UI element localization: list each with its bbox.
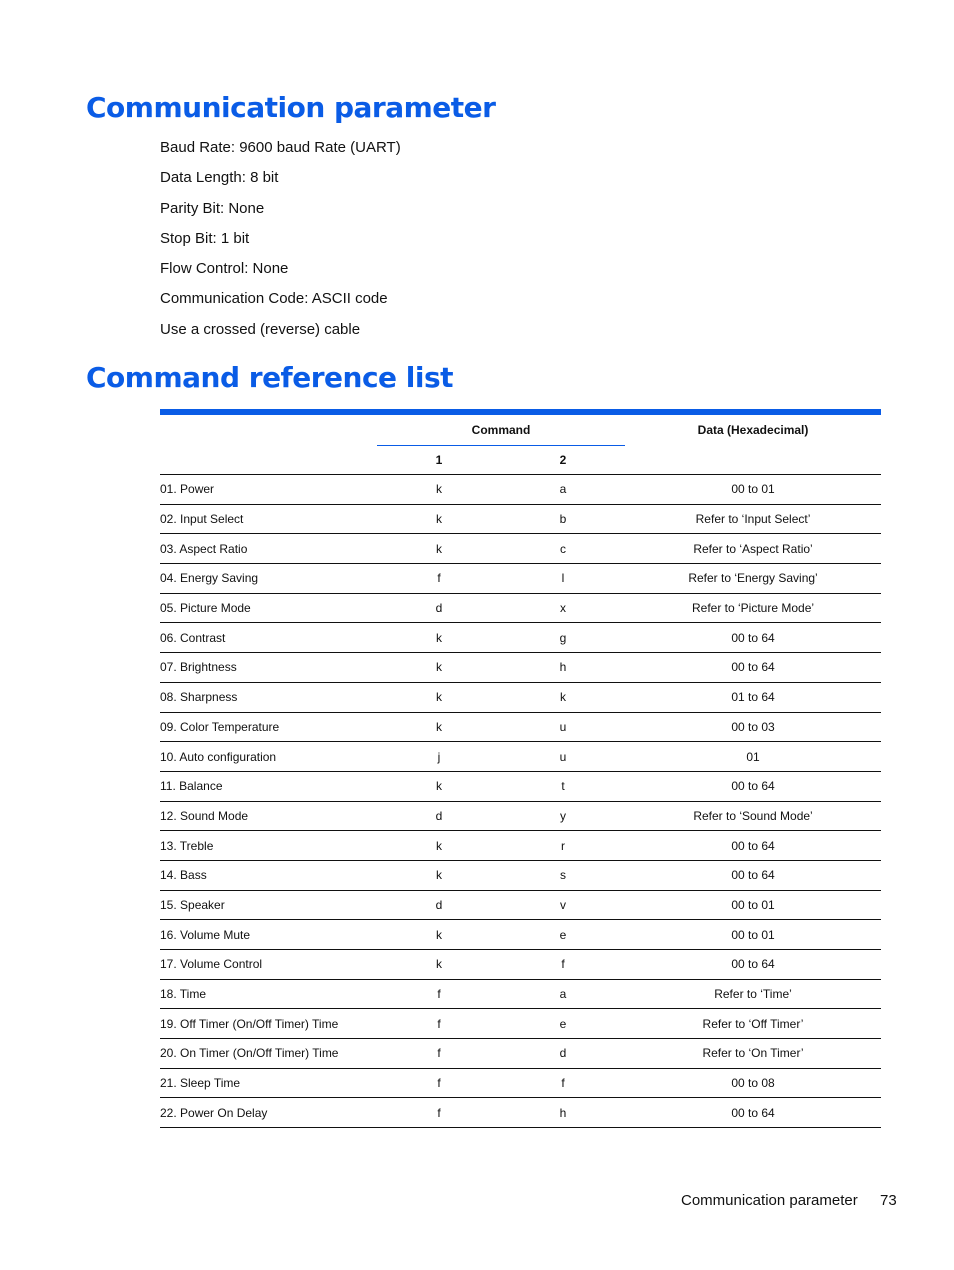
- table-row: [160, 860, 881, 890]
- table-row: [160, 1098, 881, 1128]
- cell-name: 13. Treble: [160, 831, 377, 861]
- cell-data: 00 to 01: [625, 475, 881, 505]
- cell-command-2: a: [501, 475, 625, 505]
- subheader-empty: [625, 446, 881, 475]
- param-item: Data Length: 8 bit: [160, 169, 279, 187]
- cell-data: 00 to 64: [625, 860, 881, 890]
- cell-data: Refer to ‘On Timer’: [625, 1039, 881, 1069]
- cell-name: 01. Power: [160, 475, 377, 505]
- cell-command-2: c: [501, 534, 625, 564]
- cell-data: Refer to ‘Time’: [625, 979, 881, 1009]
- cell-name: 02. Input Select: [160, 504, 377, 534]
- cell-command-2: u: [501, 712, 625, 742]
- cell-data: 01 to 64: [625, 682, 881, 712]
- footer-section-title: Communication parameter: [681, 1192, 858, 1209]
- cell-command-2: t: [501, 771, 625, 801]
- cell-command-1: k: [377, 475, 501, 505]
- header-data: Data (Hexadecimal): [697, 423, 809, 438]
- cell-name: 22. Power On Delay: [160, 1098, 377, 1128]
- table-row: [160, 742, 881, 772]
- cell-name: 10. Auto configuration: [160, 742, 377, 772]
- cell-name: 20. On Timer (On/Off Timer) Time: [160, 1039, 377, 1069]
- cell-command-2: y: [501, 801, 625, 831]
- cell-name: 05. Picture Mode: [160, 593, 377, 623]
- cell-data: 00 to 08: [625, 1068, 881, 1098]
- cell-data: 01: [625, 742, 881, 772]
- cell-command-2: r: [501, 831, 625, 861]
- table-subheader-row: [160, 446, 881, 475]
- table-row: [160, 831, 881, 861]
- cell-data: Refer to ‘Input Select’: [625, 504, 881, 534]
- cell-command-1: k: [377, 920, 501, 950]
- cell-command-2: e: [501, 920, 625, 950]
- cell-name: 04. Energy Saving: [160, 564, 377, 594]
- header-command: Command: [377, 415, 625, 446]
- cell-command-2: x: [501, 593, 625, 623]
- cell-name: 16. Volume Mute: [160, 920, 377, 950]
- cell-command-1: k: [377, 653, 501, 683]
- cell-name: 08. Sharpness: [160, 682, 377, 712]
- cell-command-1: f: [377, 1039, 501, 1069]
- cell-command-1: k: [377, 950, 501, 980]
- cell-command-1: f: [377, 1098, 501, 1128]
- table-row: [160, 653, 881, 683]
- cell-data: Refer to ‘Sound Mode’: [625, 801, 881, 831]
- cell-command-2: v: [501, 890, 625, 920]
- cell-name: 06. Contrast: [160, 623, 377, 653]
- table-row: [160, 564, 881, 594]
- cell-command-1: j: [377, 742, 501, 772]
- cell-data: 00 to 01: [625, 890, 881, 920]
- param-item: Stop Bit: 1 bit: [160, 229, 250, 247]
- cell-name: 12. Sound Mode: [160, 801, 377, 831]
- table-row: [160, 475, 881, 505]
- cell-command-1: k: [377, 860, 501, 890]
- cell-command-1: k: [377, 771, 501, 801]
- cell-name: 19. Off Timer (On/Off Timer) Time: [160, 1009, 377, 1039]
- table-header-row: [160, 415, 881, 446]
- cell-data: 00 to 03: [625, 712, 881, 742]
- cell-command-1: k: [377, 504, 501, 534]
- table-row: [160, 1009, 881, 1039]
- cell-command-1: d: [377, 801, 501, 831]
- cell-command-1: k: [377, 623, 501, 653]
- cell-command-1: f: [377, 1009, 501, 1039]
- table-row: [160, 950, 881, 980]
- cell-command-2: f: [501, 950, 625, 980]
- cell-command-2: h: [501, 653, 625, 683]
- cell-data: Refer to ‘Aspect Ratio’: [625, 534, 881, 564]
- section-title-command-reference-list: Command reference list: [86, 361, 454, 394]
- cell-data: 00 to 64: [625, 771, 881, 801]
- table-row: [160, 712, 881, 742]
- table-row: [160, 890, 881, 920]
- cell-command-2: k: [501, 682, 625, 712]
- cell-command-1: k: [377, 831, 501, 861]
- param-item: Parity Bit: None: [160, 199, 265, 217]
- cell-data: 00 to 64: [625, 623, 881, 653]
- param-item: Use a crossed (reverse) cable: [160, 320, 361, 338]
- table-row: [160, 682, 881, 712]
- cell-command-2: f: [501, 1068, 625, 1098]
- cell-command-2: g: [501, 623, 625, 653]
- table-row: [160, 1068, 881, 1098]
- cell-command-1: f: [377, 1068, 501, 1098]
- cell-command-1: k: [377, 534, 501, 564]
- table-row: [160, 1039, 881, 1069]
- cell-name: 14. Bass: [160, 860, 377, 890]
- cell-command-2: l: [501, 564, 625, 594]
- cell-name: 17. Volume Control: [160, 950, 377, 980]
- cell-command-1: k: [377, 682, 501, 712]
- cell-name: 09. Color Temperature: [160, 712, 377, 742]
- cell-command-1: f: [377, 564, 501, 594]
- table-row: [160, 979, 881, 1009]
- table-row: [160, 771, 881, 801]
- table-row: [160, 504, 881, 534]
- cell-command-2: s: [501, 860, 625, 890]
- param-item: Flow Control: None: [160, 260, 289, 278]
- param-item: Baud Rate: 9600 baud Rate (UART): [160, 139, 401, 156]
- cell-name: 18. Time: [160, 979, 377, 1009]
- cell-command-2: e: [501, 1009, 625, 1039]
- cell-command-2: h: [501, 1098, 625, 1128]
- cell-name: 15. Speaker: [160, 890, 377, 920]
- cell-name: 07. Brightness: [160, 653, 377, 683]
- cell-command-2: a: [501, 979, 625, 1009]
- cell-data: 00 to 64: [625, 831, 881, 861]
- cell-data: Refer to ‘Picture Mode’: [625, 593, 881, 623]
- table-row: [160, 593, 881, 623]
- command-reference-table: [160, 415, 881, 1128]
- cell-data: 00 to 64: [625, 950, 881, 980]
- cell-name: 11. Balance: [160, 771, 377, 801]
- cell-data: 00 to 01: [625, 920, 881, 950]
- cell-command-1: f: [377, 979, 501, 1009]
- table-row: [160, 623, 881, 653]
- cell-data: Refer to ‘Energy Saving’: [625, 564, 881, 594]
- parameter-list: [160, 138, 401, 350]
- cell-data: 00 to 64: [625, 1098, 881, 1128]
- cell-name: 03. Aspect Ratio: [160, 534, 377, 564]
- cell-name: 21. Sleep Time: [160, 1068, 377, 1098]
- param-item: Communication Code: ASCII code: [160, 290, 388, 308]
- cell-command-2: u: [501, 742, 625, 772]
- table-row: [160, 534, 881, 564]
- header-col-1: 1: [377, 446, 501, 475]
- cell-command-1: k: [377, 712, 501, 742]
- header-empty: [160, 415, 377, 446]
- cell-command-2: b: [501, 504, 625, 534]
- subheader-empty: [160, 446, 377, 475]
- page-number: 73: [880, 1192, 897, 1209]
- section-title-communication-parameter: Communication parameter: [86, 91, 496, 124]
- cell-command-1: d: [377, 593, 501, 623]
- cell-data: 00 to 64: [625, 653, 881, 683]
- cell-command-2: d: [501, 1039, 625, 1069]
- cell-data: Refer to ‘Off Timer’: [625, 1009, 881, 1039]
- cell-command-1: d: [377, 890, 501, 920]
- header-col-2: 2: [501, 446, 625, 475]
- table-row: [160, 801, 881, 831]
- table-row: [160, 920, 881, 950]
